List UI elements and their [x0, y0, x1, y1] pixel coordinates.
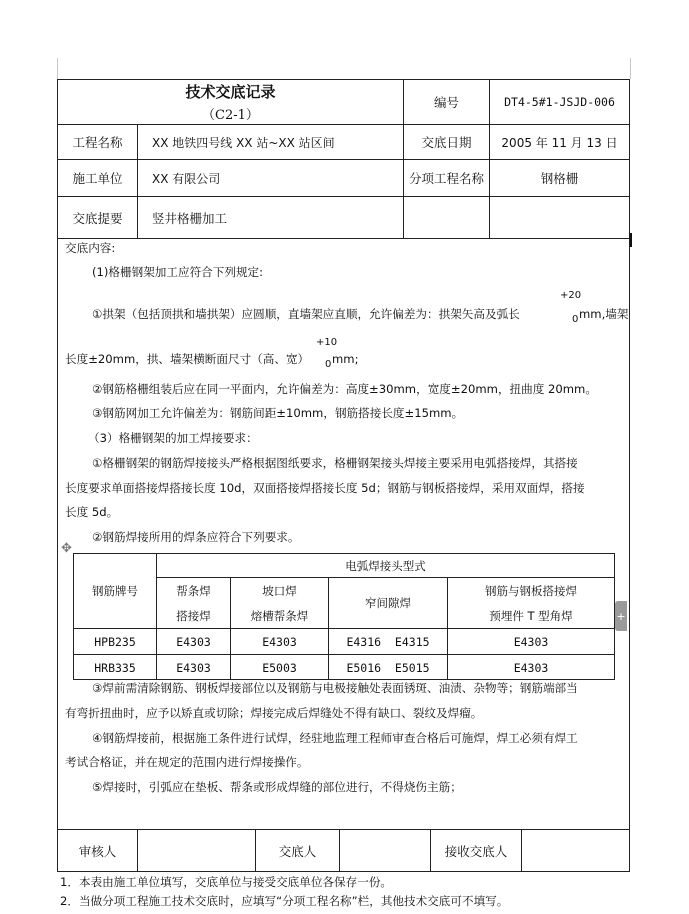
unit-value[interactable]: XX 有限公司	[152, 171, 221, 186]
table-cell: E4303	[176, 634, 211, 649]
content-para: ③钢筋网加工允许偏差为：钢筋间距±10mm，钢筋搭接长度±15mm。	[92, 406, 464, 420]
move-handle-icon[interactable]: ✥	[61, 541, 72, 556]
content-para: ②钢筋焊接所用的焊条应符合下列要求。	[92, 530, 300, 544]
col-header: 窄间隙焊	[365, 596, 411, 610]
discloser-label: 交底人	[278, 844, 317, 859]
unit-label: 施工单位	[72, 171, 123, 186]
weld-type-group-header: 电弧焊接头型式	[345, 558, 426, 573]
project-value[interactable]: XX 地铁四号线 XX 站~XX 站区间	[152, 135, 335, 150]
table-cell: E4303	[513, 660, 549, 675]
rebar-grade-header: 钢筋牌号	[92, 584, 138, 598]
reviewer-label: 审核人	[78, 844, 117, 859]
content-para: （3）格栅钢架的加工焊接要求：	[88, 431, 258, 445]
content-para: ①格栅钢架的钢筋焊接接头严格根据图纸要求，格栅钢架接头焊接主要采用电弧搭接焊，其搭接	[92, 456, 578, 470]
table-cell: E4316 E4315	[346, 634, 430, 649]
content-para: (1)格栅钢架加工应符合下列规定:	[92, 265, 264, 279]
number-label: 编号	[433, 95, 459, 110]
reviewer-signature-field[interactable]	[138, 830, 255, 872]
table-cell: E4303	[513, 634, 549, 649]
table-cell: E4303	[176, 660, 211, 675]
col-header: 预埋件 T 型角焊	[489, 608, 573, 623]
divider	[137, 124, 138, 239]
subproject-label: 分项工程名称	[408, 171, 484, 186]
receiver-signature-field[interactable]	[522, 830, 629, 872]
col-header: 坡口焊	[262, 583, 297, 598]
content-para: 长度 5d。	[65, 505, 119, 519]
content-para: 考试合格证，并在规定的范围内进行焊接操作。	[65, 755, 309, 769]
content-para: mm;	[332, 352, 359, 366]
table-cell: HPB235	[94, 634, 136, 649]
summary-label: 交底提要	[72, 210, 123, 226]
content-para: ③焊前需清除钢筋、钢板焊接部位以及钢筋与电极接触处表面锈斑、油渍、杂物等；钢筋端部当	[92, 681, 578, 695]
summary-value[interactable]: 竖井格栅加工	[152, 210, 228, 226]
form-code: （C2-1）	[202, 107, 259, 123]
content-para: 长度要求单面搭接焊搭接长度 10d，双面搭接焊搭接长度 5d；钢筋与钢板搭接焊，采用双面焊，搭接	[65, 481, 585, 495]
tolerance-sup: +20	[560, 290, 582, 301]
content-para: mm,墙架	[579, 307, 629, 321]
date-value[interactable]: 2005 年 11 月 13 日	[501, 135, 618, 150]
content-para: ①拱架（包括顶拱和墙拱架）应圆顺，直墙架应直顺，允许偏差为：拱架矢高及弧长	[92, 307, 520, 321]
table-cell: HRB335	[94, 660, 136, 675]
receiver-label: 接收交底人	[444, 844, 508, 859]
plus-tab-icon[interactable]: +	[615, 601, 627, 631]
date-label: 交底日期	[421, 135, 472, 150]
col-header: 帮条焊	[176, 583, 211, 598]
content-para: 长度±20mm，拱、墙架横断面尺寸（高、宽）	[65, 352, 310, 366]
number-value[interactable]: DT4-5#1-JSJD-006	[504, 95, 615, 109]
tolerance-sub: 0	[325, 359, 332, 370]
form-title: 技术交底记录	[185, 82, 276, 101]
col-header: 搭接焊	[176, 608, 211, 623]
text-cursor	[630, 233, 632, 247]
table-cell: E5003	[262, 660, 297, 675]
subproject-value[interactable]: 钢格栅	[540, 171, 579, 186]
col-header: 熔槽帮条焊	[250, 608, 309, 623]
content-para: ⑤焊接时，引弧应在垫板、帮条或形成焊缝的部位进行，不得烧伤主筋；	[92, 780, 462, 794]
table-cell: E4303	[262, 634, 297, 649]
footnote: 2．当做分项工程施工技术交底时，应填写“分项工程名称”栏，其他技术交底可不填写。	[60, 894, 509, 908]
tolerance-sup: +10	[316, 337, 338, 348]
content-para: ②钢筋格栅组装后应在同一平面内，允许偏差为：高度±30mm，宽度±20mm，扭曲度 20mm。	[92, 382, 597, 396]
tolerance-sub: 0	[572, 314, 579, 325]
content-para: ④钢筋焊接前，根据施工条件进行试焊，经驻地监理工程师审查合格后可施焊，焊工必须有焊工	[92, 731, 578, 745]
page-edge-top	[57, 58, 58, 79]
content-para: 有弯折扭曲时，应予以矫直或切除；焊接完成后焊缝处不得有缺口、裂纹及焊瘤。	[65, 706, 483, 720]
divider	[57, 238, 630, 239]
footnote: 1．本表由施工单位填写，交底单位与接受交底单位各保存一份。	[60, 875, 393, 889]
content-heading: 交底内容:	[65, 241, 116, 255]
page-edge-top-right	[630, 58, 631, 79]
discloser-signature-field[interactable]	[340, 830, 430, 872]
col-header: 钢筋与钢板搭接焊	[485, 583, 577, 598]
project-label: 工程名称	[72, 135, 123, 150]
table-cell: E5016 E5015	[346, 660, 430, 675]
